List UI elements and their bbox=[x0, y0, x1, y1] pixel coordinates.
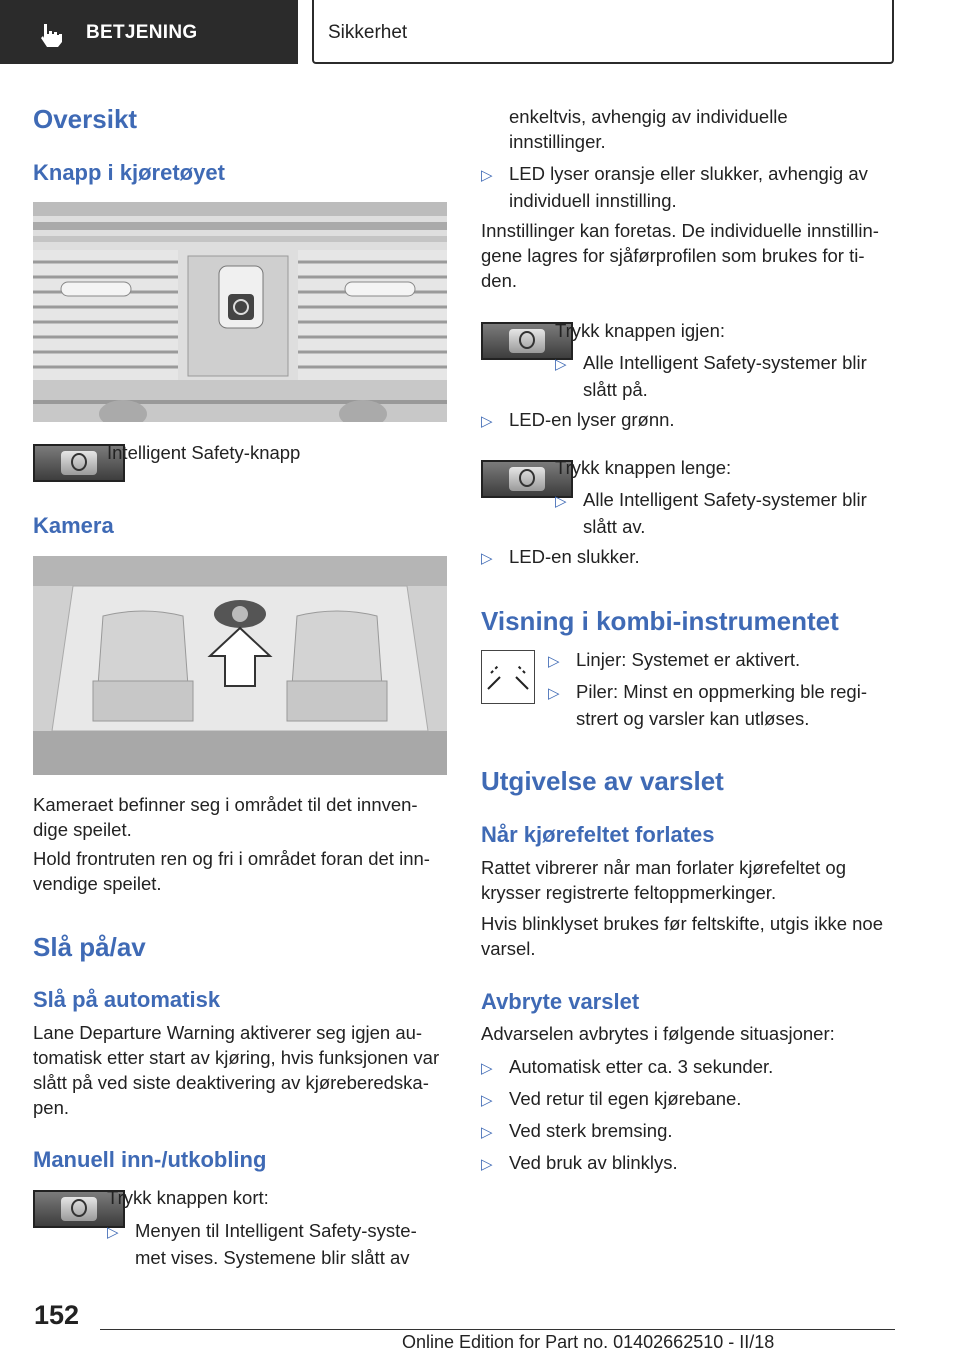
bullet-slatt-av: ▷ Alle Intelligent Safety-systemer blir slått av. bbox=[555, 489, 867, 537]
page-number: 152 bbox=[34, 1300, 80, 1330]
trykk-igjen-label: Trykk knappen igjen: bbox=[555, 320, 726, 341]
paragraph-automatisk: Lane Departure Warning aktiverer seg igjen au- tomatisk etter start av kjøring, hvis funksjonen var slått på ved siste deaktivering av kjøreberedska- pen. bbox=[33, 1022, 440, 1118]
bullet-triangle-icon: ▷ bbox=[555, 356, 567, 373]
bullet-triangle-icon: ▷ bbox=[481, 1060, 493, 1077]
heading-nar-kjorefeltet: Når kjørefeltet forlates bbox=[481, 822, 715, 847]
paragraph-rattet: Rattet vibrerer når man forlater kjørefeltet og krysser registrerte feltoppmerkinger. bbox=[481, 857, 847, 903]
paragraph-kamera-2: Hold frontruten ren og fri i området foran det inn- vendige speilet. bbox=[33, 848, 430, 894]
bullet-triangle-icon: ▷ bbox=[555, 493, 567, 510]
bullet-avbryt-4: ▷ Ved bruk av blinklys. bbox=[481, 1150, 678, 1177]
header-section-label: BETJENING bbox=[86, 22, 198, 43]
bullet-led-slukker: ▷ LED-en slukker. bbox=[481, 544, 640, 571]
bullet-slatt-pa: ▷ Alle Intelligent Safety-systemer blir slått på. bbox=[555, 352, 867, 400]
bullet-triangle-icon: ▷ bbox=[548, 685, 560, 702]
footer-divider bbox=[100, 1329, 895, 1330]
bullet-triangle-icon: ▷ bbox=[481, 413, 493, 430]
heading-knapp: Knapp i kjøretøyet bbox=[33, 160, 225, 185]
header-chapter-label: Sikkerhet bbox=[328, 22, 408, 43]
heading-avbryte: Avbryte varslet bbox=[481, 989, 640, 1014]
trykk-lenge-label: Trykk knappen lenge: bbox=[555, 457, 732, 478]
dashboard-button-photo bbox=[33, 202, 447, 422]
bullet-triangle-icon: ▷ bbox=[548, 653, 560, 670]
bullet-menyen: ▷ Menyen til Intelligent Safety-syste- met vises. Systemene blir slått av bbox=[107, 1220, 417, 1268]
heading-visning: Visning i kombi-instrumentet bbox=[481, 606, 839, 636]
camera-location-photo bbox=[33, 556, 447, 775]
trykk-kort-label: Trykk knappen kort: bbox=[107, 1187, 269, 1208]
bullet-piler: ▷ Piler: Minst en oppmerking ble regi- strert og varsler kan utløses. bbox=[548, 681, 867, 729]
heading-sla-pa-av: Slå på/av bbox=[33, 932, 146, 962]
bullet-avbryt-1: ▷ Automatisk etter ca. 3 sekunder. bbox=[481, 1054, 773, 1081]
heading-oversikt: Oversikt bbox=[33, 104, 138, 134]
hand-pointer-icon bbox=[38, 22, 66, 48]
bullet-triangle-icon: ▷ bbox=[481, 1156, 493, 1173]
bullet-triangle-icon: ▷ bbox=[481, 167, 493, 184]
paragraph-hvis-blinklyset: Hvis blinklyset brukes før feltskifte, utgis ikke noe varsel. bbox=[481, 913, 884, 959]
bullet-triangle-icon: ▷ bbox=[481, 1092, 493, 1109]
heading-manuell: Manuell inn-/utkobling bbox=[33, 1147, 267, 1172]
bullet-avbryt-2: ▷ Ved retur til egen kjørebane. bbox=[481, 1086, 741, 1113]
bullet-triangle-icon: ▷ bbox=[107, 1224, 119, 1241]
bullet-led: ▷ LED lyser oransje eller slukker, avhengig av individuell innstilling. bbox=[481, 163, 868, 211]
bullet-triangle-icon: ▷ bbox=[481, 550, 493, 567]
lane-lines-icon bbox=[481, 650, 535, 704]
heading-utgivelse: Utgivelse av varslet bbox=[481, 766, 724, 796]
heading-kamera: Kamera bbox=[33, 513, 114, 538]
bullet-avbryt-3: ▷ Ved sterk bremsing. bbox=[481, 1118, 673, 1145]
paragraph-advarselen: Advarselen avbrytes i følgende situasjoner: bbox=[481, 1023, 835, 1044]
header-chapter-tab bbox=[312, 0, 894, 64]
bullet-triangle-icon: ▷ bbox=[481, 1124, 493, 1141]
bullet-led-gronn: ▷ LED-en lyser grønn. bbox=[481, 407, 675, 434]
heading-sla-pa-automatisk: Slå på automatisk bbox=[33, 987, 221, 1012]
paragraph-kamera-1: Kameraet befinner seg i området til det innven- dige speilet. bbox=[33, 794, 418, 840]
bullet-linjer: ▷ Linjer: Systemet er aktivert. bbox=[548, 647, 800, 674]
continuation-text: enkeltvis, avhengig av individuelle innstillinger. bbox=[509, 106, 788, 152]
paragraph-innstillinger: Innstillinger kan foretas. De individuelle innstillin- gene lagres for sjåførprofilen som brukes for ti- den. bbox=[481, 220, 879, 291]
caption-knapp: Intelligent Safety-knapp bbox=[107, 442, 301, 463]
footer-edition: Online Edition for Part no. 01402662510 - II/18 bbox=[402, 1332, 775, 1352]
header-section-tab bbox=[0, 0, 298, 64]
